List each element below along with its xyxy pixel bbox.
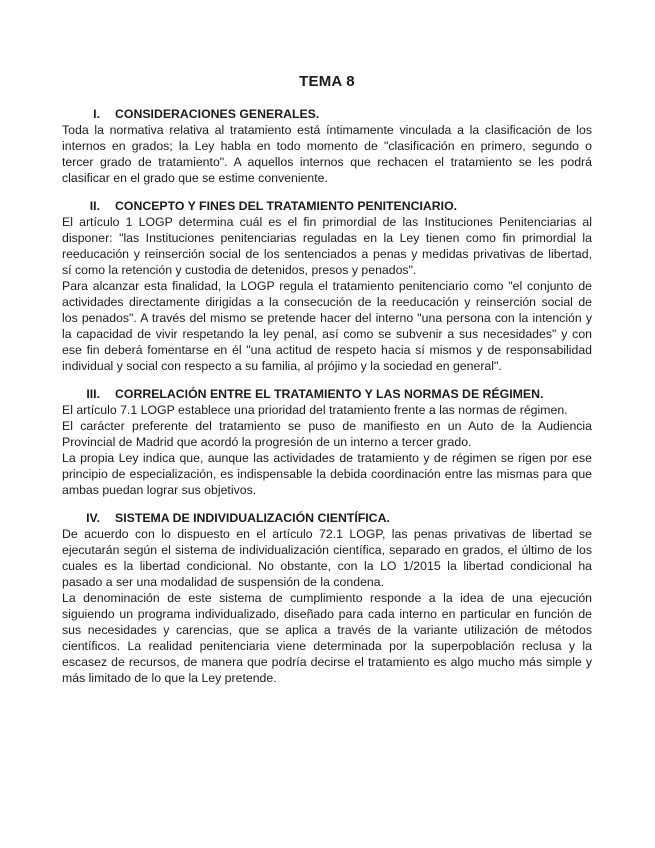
paragraph	[62, 418, 592, 450]
paragraph-line: principio de especialización, es indispensable la debida coordinación entre las mismas para que	[62, 467, 592, 481]
heading-text: CONCEPTO Y FINES DEL TRATAMIENTO PENITENCIARIO.	[115, 199, 458, 213]
paragraph	[62, 214, 592, 278]
paragraph-line: Para alcanzar esta finalidad, la LOGP regula el tratamiento penitenciario como "el conjunto de	[62, 279, 592, 293]
paragraph-line: clasificar en el grado que se estime conveniente.	[62, 171, 328, 185]
paragraph-line: actividades directamente dirigidas a la consecución de la reeducación y reinserción social de	[62, 295, 592, 309]
section	[62, 106, 592, 186]
paragraph-line: ambas puedan lograr sus objetivos.	[62, 483, 257, 497]
heading-text: CORRELACIÓN ENTRE EL TRATAMIENTO Y LAS NORMAS DE RÉGIMEN.	[115, 387, 544, 401]
paragraph-line: Toda la normativa relativa al tratamiento está íntimamente vinculada a la clasificación de los	[62, 123, 592, 137]
heading-numeral: I.	[93, 107, 100, 121]
paragraph	[62, 278, 592, 374]
heading-numeral: III.	[86, 387, 100, 401]
paragraph-line: El carácter preferente del tratamiento se puso de manifiesto en un Auto de la Audiencia	[62, 419, 592, 433]
section-heading	[62, 386, 592, 402]
section-heading	[62, 106, 592, 122]
document-content	[62, 74, 592, 686]
paragraph-line: tercer grado de tratamiento". A aquellos internos que rechacen el tratamiento se les podrá	[62, 155, 592, 169]
paragraph-line: ejecutarán según el sistema de individualización científica, separado en grados, el último de los	[62, 543, 592, 557]
heading-numeral: IV.	[86, 511, 100, 525]
paragraph-line: cuales es la libertad condicional. No obstante, con la LO 1/2015 la libertad condicional ha	[62, 559, 592, 573]
section	[62, 510, 592, 686]
paragraph-line: sus necesidades y carencias, que se aplica a través de la variante utilización de métodos	[62, 623, 592, 637]
paragraph-line: El artículo 7.1 LOGP establece una prioridad del tratamiento frente a las normas de régimen.	[62, 403, 568, 417]
paragraph-line: El artículo 1 LOGP determina cuál es el fin primordial de las Instituciones Penitenciarias al	[62, 215, 592, 229]
section	[62, 386, 592, 498]
paragraph-line: Provincial de Madrid que acordó la progresión de un interno a tercer grado.	[62, 435, 472, 449]
paragraph-line: De acuerdo con lo dispuesto en el artículo 72.1 LOGP, las penas privativas de libertad se	[62, 527, 592, 541]
paragraph-line: más limitado de lo que la Ley pretende.	[62, 671, 277, 685]
paragraph	[62, 526, 592, 590]
paragraph-line: individual y social con respecto a su familia, al prójimo y la sociedad en general".	[62, 359, 502, 373]
paragraph	[62, 590, 592, 686]
section-heading	[62, 510, 592, 526]
paragraph-line: La denominación de este sistema de cumplimiento responde a la idea de una ejecución	[62, 591, 592, 605]
paragraph-line: ese fin deberá fomentarse en él "una actitud de respeto hacia sí mismos y de responsabilidad	[62, 343, 592, 357]
sections-container	[62, 106, 592, 686]
heading-text: CONSIDERACIONES GENERALES.	[115, 107, 320, 121]
heading-numeral: II.	[89, 199, 100, 213]
paragraph-line: científicos. La realidad penitenciaria viene determinada por la superpoblación reclusa y la	[62, 639, 592, 653]
paragraph-line: sí como la retención y custodia de detenidos, presos y penados".	[62, 263, 417, 277]
paragraph-line: pasado a ser una modalidad de suspensión de la condena.	[62, 575, 385, 589]
section	[62, 198, 592, 374]
paragraph-line: reeducación y reinserción social de los sentenciados a penas y medidas privativas de libertad,	[62, 247, 592, 261]
paragraph	[62, 122, 592, 186]
paragraph-line: la capacidad de vivir respetando la ley penal, así como se subvenir a sus necesidades" y con	[62, 327, 592, 341]
paragraph-line: disponer: "las Instituciones penitenciarias reguladas en la Ley tienen como fin primordial la	[62, 231, 592, 245]
paragraph-line: escasez de recursos, de manera que podría decirse el tratamiento es algo mucho más simple y	[62, 655, 592, 669]
paragraph-line: La propia Ley indica que, aunque las actividades de tratamiento y de régimen se rigen por ese	[62, 451, 592, 465]
paragraph-line: internos en grados; la Ley habla en todo momento de "clasificación en primero, segundo o	[62, 139, 592, 153]
paragraph-line: siguiendo un programa individualizado, diseñado para cada interno en particular en función de	[62, 607, 592, 621]
paragraph-line: los penados". A través del mismo se pretende hacer del interno "una persona con la intención y	[62, 311, 592, 325]
document-title: TEMA 8	[299, 73, 355, 90]
paragraph	[62, 450, 592, 498]
heading-text: SISTEMA DE INDIVIDUALIZACIÓN CIENTÍFICA.	[115, 511, 390, 525]
paragraph	[62, 402, 592, 418]
section-heading	[62, 198, 592, 214]
